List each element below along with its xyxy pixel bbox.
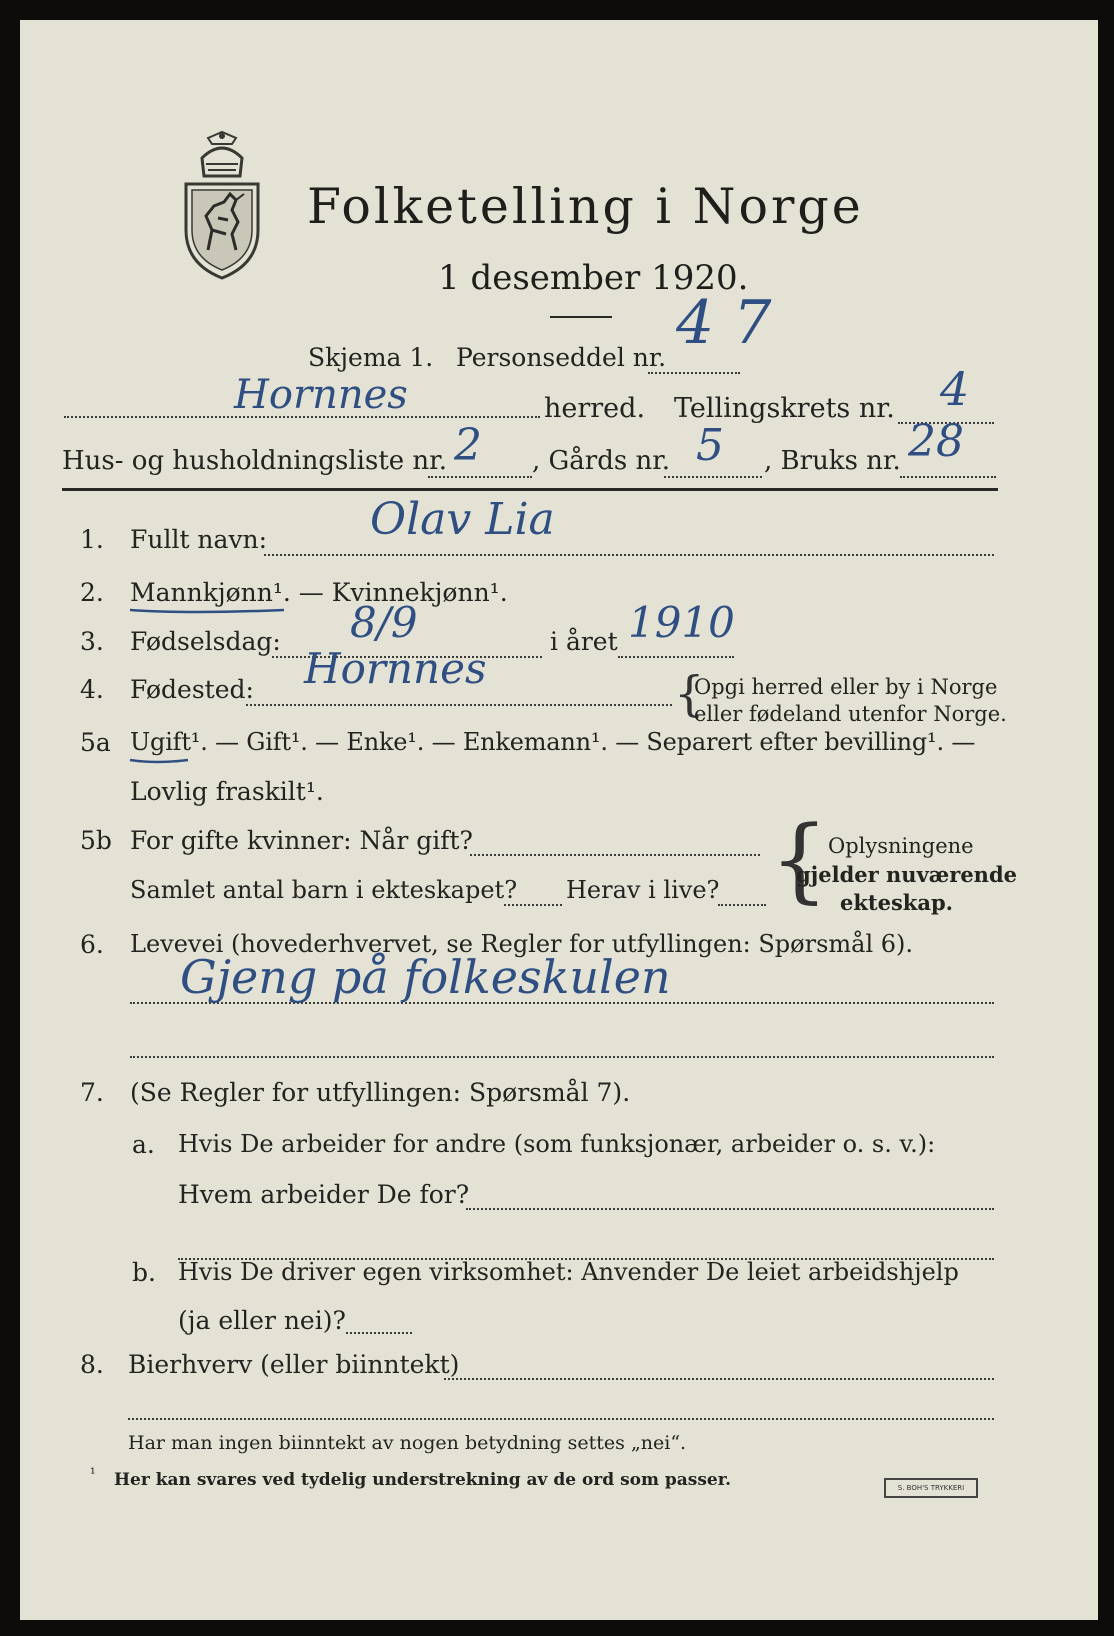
q4-line (246, 704, 672, 706)
q7b-line (346, 1332, 412, 1334)
q6-line2 (130, 1056, 994, 1058)
q1-line (264, 554, 994, 556)
q5b-live-line (718, 904, 766, 906)
bruks-value[interactable]: 28 (908, 416, 964, 467)
title-divider (550, 316, 612, 318)
q2-number: 2. (80, 578, 104, 607)
q3-value[interactable]: 8/9 (350, 598, 418, 647)
q3-number: 3. (80, 627, 104, 656)
form-title: Folketelling i Norge (307, 178, 864, 235)
q3-year-value[interactable]: 1910 (628, 598, 735, 647)
hus-line (428, 476, 532, 478)
biinntekt-note: Har man ingen biinntekt av nogen betydning settes „nei“. (128, 1432, 687, 1454)
q7a-line2: Hvem arbeider De for? (178, 1180, 470, 1209)
tellingskrets-label: Tellingskrets nr. (674, 393, 895, 424)
printer-stamp (884, 1478, 978, 1498)
q4-brace: { (674, 666, 705, 722)
q5b-line1: For gifte kvinner: Når gift? (130, 826, 473, 855)
q5b-line2b: Herav i live? (566, 876, 720, 904)
q8-line1 (444, 1378, 994, 1380)
footnote-text: Her kan svares ved tydelig understrekning av de ord som passer. (114, 1470, 732, 1490)
q4-number: 4. (80, 675, 104, 704)
q5b-note2: gjelder nuværende (796, 862, 1017, 887)
personseddel-label: Personseddel nr. (456, 343, 667, 372)
q5b-brace: { (770, 806, 829, 913)
q6-value[interactable]: Gjeng på folkeskulen (180, 950, 671, 1004)
q7a-letter: a. (132, 1130, 155, 1159)
hus-value[interactable]: 2 (454, 420, 482, 471)
q5b-barn-line (504, 904, 562, 906)
q5b-line2a: Samlet antal barn i ekteskapet? (130, 876, 518, 904)
herred-label: herred. (544, 393, 646, 424)
tellingskrets-value[interactable]: 4 (940, 362, 970, 416)
q3-year-label: i året (550, 627, 618, 656)
q8-number: 8. (80, 1350, 104, 1379)
gards-line (664, 476, 762, 478)
herred-value[interactable]: Hornnes (234, 372, 408, 418)
q1-label: Fullt navn: (130, 525, 268, 554)
census-date: 1 desember 1920. (438, 258, 749, 298)
personseddel-line (648, 372, 740, 374)
q3-year-line (618, 656, 734, 658)
bruks-line (900, 476, 996, 478)
q4-note-line2: eller fødeland utenfor Norge. (694, 702, 1007, 726)
q5b-number: 5b (80, 826, 112, 855)
q6-label: Levevei (hovederhvervet, se Regler for utfyllingen: Spørsmål 6). (130, 930, 914, 958)
q5b-note3: ekteskap. (840, 890, 953, 915)
q4-value[interactable]: Hornnes (304, 644, 487, 693)
q6-number: 6. (80, 930, 104, 959)
q8-line2 (128, 1418, 994, 1420)
bruks-label: , Bruks nr. (764, 446, 901, 476)
q2-label: Mannkjønn¹. — Kvinnekjønn¹. (130, 578, 508, 607)
q4-note-line1: Opgi herred eller by i Norge (694, 675, 998, 699)
q7-label: (Se Regler for utfyllingen: Spørsmål 7). (130, 1078, 631, 1107)
q5a-line2: Lovlig fraskilt¹. (130, 777, 324, 806)
q5a-number: 5a (80, 728, 111, 757)
personseddel-value[interactable]: 4 7 (676, 288, 772, 358)
schema-label: Skjema 1. (308, 343, 434, 372)
hus-label: Hus- og husholdningsliste nr. (62, 446, 448, 476)
q5b-note1: Oplysningene (828, 834, 974, 858)
q8-label: Bierhverv (eller biinntekt) (128, 1350, 460, 1379)
census-form-sheet (20, 20, 1098, 1620)
q5b-gift-line (470, 854, 760, 856)
q7b-letter: b. (132, 1258, 156, 1287)
q7b-line1: Hvis De driver egen virksomhet: Anvender De leiet arbeidshjelp (178, 1258, 959, 1286)
q7b-line2: (ja eller nei)? (178, 1306, 346, 1335)
norwegian-lion-coat-of-arms-icon (178, 130, 266, 280)
q1-number: 1. (80, 525, 104, 554)
ugift-underline-mark (126, 756, 246, 816)
q4-label: Fødested: (130, 675, 254, 704)
mannkjonn-underline-mark (128, 606, 288, 616)
q5a-line1: Ugift¹. — Gift¹. — Enke¹. — Enkemann¹. — Separert efter bevilling¹. — (130, 728, 976, 756)
q1-value[interactable]: Olav Lia (370, 494, 555, 545)
header-divider (62, 488, 998, 491)
printer-stamp-text: S. BOH'S TRYKKERI (897, 1484, 965, 1492)
gards-label: , Gårds nr. (532, 446, 671, 476)
footnote-mark: ¹ (90, 1466, 96, 1482)
q3-label: Fødselsdag: (130, 627, 281, 656)
q7-number: 7. (80, 1078, 104, 1107)
q7a-line (466, 1208, 994, 1210)
q7a-line1: Hvis De arbeider for andre (som funksjonær, arbeider o. s. v.): (178, 1130, 936, 1158)
gards-value[interactable]: 5 (696, 420, 724, 471)
